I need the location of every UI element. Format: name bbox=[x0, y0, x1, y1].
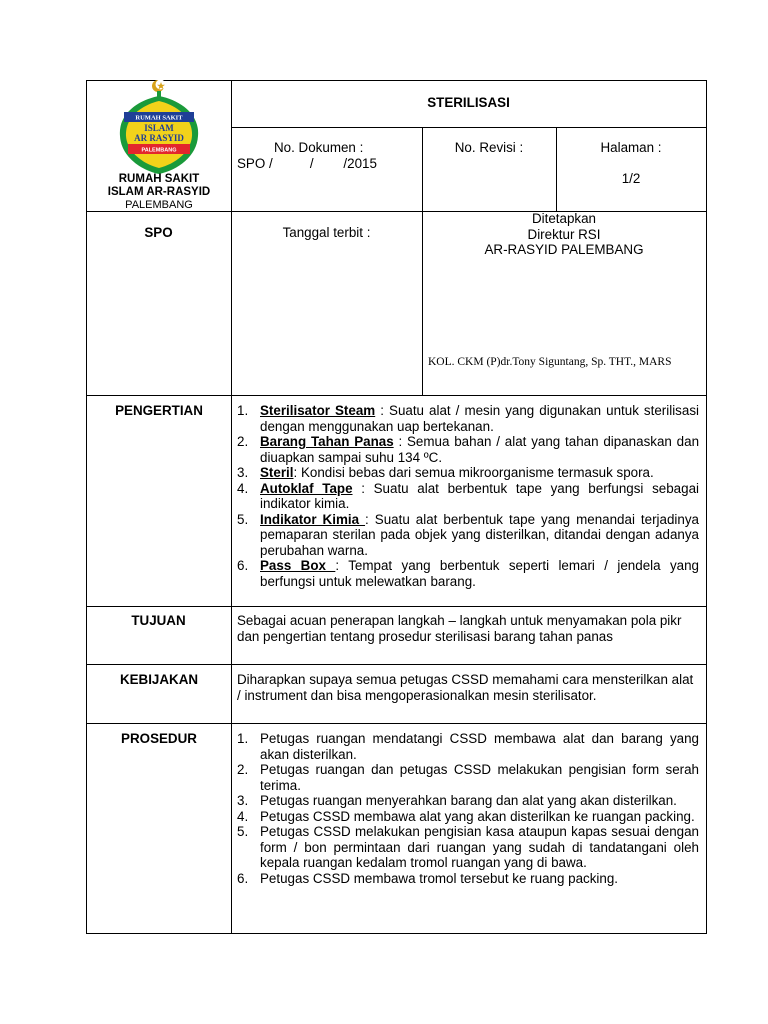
header-column-divider-1 bbox=[422, 127, 423, 395]
page-label: Halaman : bbox=[600, 140, 662, 155]
logo-text-line3: AR RASYID bbox=[134, 133, 184, 143]
tujuan-label: TUJUAN bbox=[131, 613, 186, 628]
item-number: 6. bbox=[237, 870, 249, 886]
definition-item bbox=[237, 403, 699, 434]
definition-term: Sterilisator Steam bbox=[260, 403, 376, 418]
procedure-text: Petugas CSSD membawa tromol tersebut ke ruang packing. bbox=[260, 870, 619, 886]
table-border-right bbox=[706, 80, 707, 934]
pengertian-list bbox=[237, 403, 699, 589]
approval-block bbox=[422, 211, 706, 258]
signatory-name: KOL. CKM (P)dr.Tony Siguntang, Sp. THT., MARS bbox=[428, 356, 672, 368]
procedure-text: Petugas CSSD melakukan pengisian kasa ataupun kapas sesuai dengan form / bon permintaan dari ruangan yang sudah di tandatangani oleh kepala ruangan kedalam tromol ruangan yang di bawa. bbox=[260, 824, 699, 870]
definition-item bbox=[237, 481, 699, 512]
definition-term: Steril bbox=[260, 465, 294, 480]
definition-text: : Semua bahan / alat yang tahan dipanaskan dan diuapkan sampai suhu 134 ºC. bbox=[260, 434, 700, 465]
procedure-text: Petugas ruangan mendatangi CSSD membawa alat dan barang yang akan disterilkan. bbox=[260, 731, 699, 762]
kebijakan-text: Diharapkan supaya semua petugas CSSD memahami cara mensterilkan alat / instrument dan bisa mengoperasionalkan mesin sterilisator. bbox=[237, 672, 694, 703]
pengertian-divider bbox=[86, 606, 707, 607]
definition-item bbox=[237, 558, 699, 589]
item-number: 5. bbox=[237, 824, 249, 839]
procedure-step bbox=[237, 809, 699, 825]
procedure-text: Petugas CSSD membawa alat yang akan disterilkan ke ruangan packing. bbox=[260, 808, 695, 824]
page-value: 1/2 bbox=[621, 171, 641, 186]
procedure-text: Petugas ruangan dan petugas CSSD melakukan pengisian form serah terima. bbox=[260, 762, 699, 793]
doc-number-block bbox=[237, 140, 417, 171]
prosedur-label: PROSEDUR bbox=[121, 731, 197, 746]
spo-label: SPO bbox=[144, 225, 173, 240]
approval-line2: Direktur RSI bbox=[527, 226, 601, 242]
definition-term: Autoklaf Tape bbox=[260, 480, 353, 496]
item-number: 4. bbox=[237, 480, 249, 496]
definition-text: : Suatu alat berbentuk tape yang menandai terjadinya pemaparan sterilan pada objek yang disterilkan, ditandai dengan adanya perubahan warna. bbox=[260, 511, 699, 558]
procedure-step bbox=[237, 793, 699, 809]
doc-number-label: No. Dokumen : bbox=[274, 140, 364, 155]
item-number: 5. bbox=[237, 511, 249, 527]
hospital-name bbox=[86, 173, 232, 199]
hospital-name-line2: ISLAM AR-RASYID bbox=[107, 186, 211, 198]
approval-line3: AR-RASYID PALEMBANG bbox=[484, 242, 644, 257]
item-number: 6. bbox=[237, 558, 249, 573]
pengertian-content bbox=[237, 403, 699, 589]
item-number: 3. bbox=[237, 465, 249, 480]
definition-text: : Kondisi bebas dari semua mikroorganisme termasuk spora. bbox=[293, 465, 654, 480]
kebijakan-divider bbox=[86, 723, 707, 724]
definition-term: Pass Box bbox=[260, 558, 336, 573]
definition-text: : Tempat yang berbentuk seperti lemari / jendela yang berfungsi untuk melewatkan barang. bbox=[260, 558, 699, 589]
table-border-bottom bbox=[86, 933, 707, 934]
document-title: STERILISASI bbox=[427, 95, 510, 110]
definition-item bbox=[237, 465, 699, 481]
hospital-name-line1: RUMAH SAKIT bbox=[118, 173, 200, 185]
logo-text-line1: RUMAH SAKIT bbox=[135, 114, 183, 122]
item-number: 2. bbox=[237, 434, 249, 449]
definition-term: Barang Tahan Panas bbox=[260, 434, 394, 449]
revision-label: No. Revisi : bbox=[454, 140, 524, 155]
prosedur-list bbox=[237, 731, 699, 886]
item-number: 1. bbox=[237, 731, 249, 746]
item-number: 1. bbox=[237, 403, 249, 418]
definition-term: Indikator Kimia bbox=[260, 511, 366, 527]
logo-text-line2: ISLAM bbox=[144, 123, 174, 133]
kebijakan-label: KEBIJAKAN bbox=[119, 672, 199, 687]
procedure-step bbox=[237, 731, 699, 762]
definition-item bbox=[237, 434, 699, 465]
hospital-city: PALEMBANG bbox=[125, 199, 193, 211]
doc-number-value: SPO / / /2015 bbox=[237, 155, 377, 171]
hospital-logo bbox=[114, 78, 204, 178]
spo-divider bbox=[86, 395, 707, 396]
item-number: 2. bbox=[237, 762, 249, 777]
tujuan-divider bbox=[86, 664, 707, 665]
item-number: 3. bbox=[237, 793, 249, 808]
tujuan-text: Sebagai acuan penerapan langkah – langkah untuk menyamakan pola pikr dan pengertian tentang prosedur sterilisasi barang tahan panas bbox=[237, 613, 682, 644]
item-number: 4. bbox=[237, 808, 249, 824]
logo-text-line4: PALEMBANG bbox=[141, 147, 177, 154]
procedure-text: Petugas ruangan menyerahkan barang dan alat yang akan disterilkan. bbox=[260, 793, 677, 808]
procedure-step bbox=[237, 871, 699, 887]
issue-date-label: Tanggal terbit : bbox=[282, 225, 371, 240]
prosedur-content bbox=[237, 731, 699, 886]
definition-item bbox=[237, 512, 699, 559]
procedure-step bbox=[237, 824, 699, 871]
definition-text: : Suatu alat berbentuk tape yang berfungsi sebagai indikator kimia. bbox=[260, 480, 699, 511]
procedure-step bbox=[237, 762, 699, 793]
title-divider bbox=[231, 127, 707, 128]
approval-line1: Ditetapkan bbox=[531, 211, 597, 226]
definition-text: : Suatu alat / mesin yang digunakan untuk sterilisasi dengan menggunakan uap bertekanan. bbox=[260, 403, 699, 434]
pengertian-label: PENGERTIAN bbox=[115, 403, 203, 418]
